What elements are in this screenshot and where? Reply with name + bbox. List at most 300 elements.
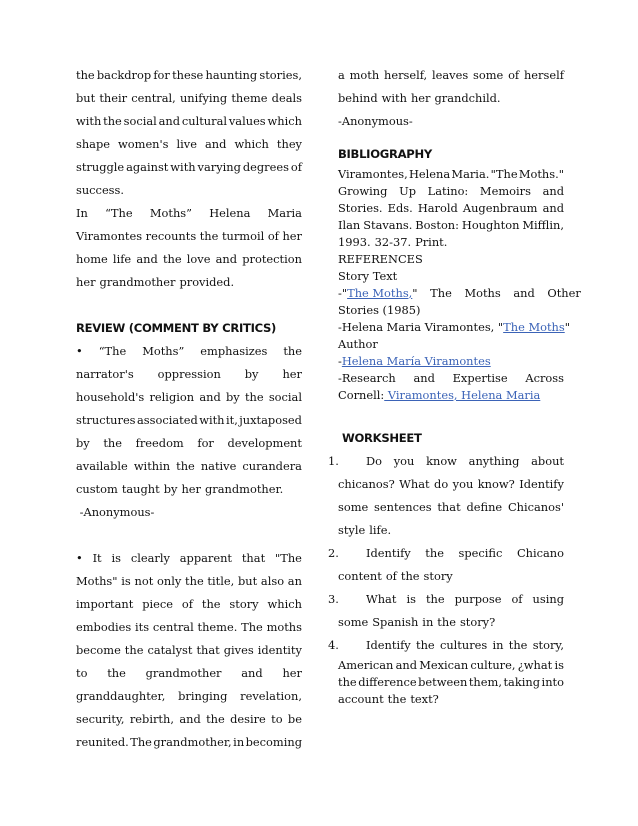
worksheet-line xyxy=(328,542,564,565)
word: which xyxy=(267,114,302,128)
word: some xyxy=(473,68,504,82)
bibliography-line xyxy=(338,217,564,234)
word: native xyxy=(200,459,237,473)
word: “The xyxy=(98,344,127,358)
word: protection xyxy=(242,252,302,266)
word: the xyxy=(338,675,357,689)
word: that xyxy=(437,500,461,514)
word: "The xyxy=(490,167,518,181)
word: success. xyxy=(76,183,124,197)
word: them, xyxy=(468,675,502,689)
word: cultural xyxy=(181,114,228,128)
word: moths xyxy=(266,620,302,634)
word: American xyxy=(338,658,394,672)
word: Ilan xyxy=(338,218,361,232)
word: and xyxy=(136,252,158,266)
word: by xyxy=(225,390,240,404)
word: Stavans. xyxy=(363,218,413,232)
worksheet-line xyxy=(338,691,564,708)
word: within xyxy=(133,459,171,473)
word: Spanish xyxy=(372,615,419,629)
review-1-attribution: -Anonymous- xyxy=(76,505,155,519)
word: the xyxy=(199,229,219,243)
word: the xyxy=(387,692,407,706)
worksheet-line xyxy=(338,565,564,588)
word: love xyxy=(186,252,211,266)
worksheet-heading: WORKSHEET xyxy=(342,431,422,445)
word: structures xyxy=(76,413,136,427)
word: central xyxy=(152,620,194,634)
continuation-line xyxy=(338,64,564,87)
worksheet-line xyxy=(338,496,564,519)
bibliography-heading: BIBLIOGRAPHY xyxy=(338,147,432,161)
word: you xyxy=(393,454,415,468)
word: Moths." xyxy=(518,167,564,181)
research-line-2: Cornell: Viramontes, Helena Maria xyxy=(338,388,541,402)
word: ¿what xyxy=(517,658,553,672)
word: text? xyxy=(410,692,439,706)
worksheet-line xyxy=(328,450,564,473)
reference-2: -Helena Maria Viramontes, " The Moths " xyxy=(338,320,570,334)
intro-line xyxy=(76,64,302,87)
review-paragraph-2 xyxy=(76,547,302,754)
word: apparent xyxy=(179,551,233,565)
word: that xyxy=(241,551,266,565)
word: taught xyxy=(121,482,160,496)
word: "The xyxy=(275,551,302,565)
word: it, xyxy=(225,413,238,427)
word: the xyxy=(244,390,264,404)
word: important xyxy=(76,597,134,611)
worksheet-line xyxy=(328,588,564,611)
word: the xyxy=(400,569,420,583)
word: and xyxy=(395,658,417,672)
word: the xyxy=(162,252,182,266)
word: rebirth, xyxy=(129,712,174,726)
word: some xyxy=(338,615,369,629)
word: Growing xyxy=(338,184,388,198)
word: the xyxy=(185,574,204,588)
word: social xyxy=(123,114,157,128)
word: they xyxy=(276,137,302,151)
word: the xyxy=(508,638,528,652)
worksheet-item xyxy=(328,588,564,634)
word: narrator's xyxy=(76,367,134,381)
continuation-attribution: -Anonymous- xyxy=(338,114,413,128)
word: and xyxy=(158,114,181,128)
review-2-line xyxy=(76,662,302,685)
worksheet-line xyxy=(338,519,564,542)
word: difference xyxy=(358,675,417,689)
word: their xyxy=(99,91,128,105)
word: not xyxy=(134,574,154,588)
word: Harold xyxy=(417,201,458,215)
review-1-line xyxy=(76,409,302,432)
word: theme. xyxy=(197,620,238,634)
word: to xyxy=(76,666,88,680)
word: security, xyxy=(76,712,125,726)
word: some xyxy=(338,500,369,514)
review-2-line xyxy=(76,616,302,639)
word: women's xyxy=(118,137,169,151)
word: and xyxy=(413,371,435,385)
word: account xyxy=(338,692,384,706)
word: What xyxy=(399,477,430,491)
word: Latino: xyxy=(427,184,469,198)
cornell-link[interactable]: Viramontes, Helena Maria xyxy=(384,388,541,402)
word: becoming xyxy=(245,735,302,749)
word: story, xyxy=(532,638,564,652)
word: embodies xyxy=(76,620,132,634)
word: unifying xyxy=(179,91,228,105)
word: 1993. xyxy=(338,235,371,249)
references-label: REFERENCES xyxy=(338,252,423,266)
the-moths-link-1[interactable]: The Moths, xyxy=(347,286,413,300)
left-column xyxy=(76,64,302,754)
word: anything xyxy=(468,454,520,468)
word: custom xyxy=(76,482,118,496)
word: the xyxy=(206,712,225,726)
word: 32-37. xyxy=(374,235,412,249)
word: cultures xyxy=(439,638,488,652)
word: about xyxy=(531,454,564,468)
word: Identify xyxy=(366,638,411,652)
word: clearly xyxy=(130,551,170,565)
word: “The xyxy=(105,206,133,220)
author-entry: - Helena María Viramontes xyxy=(338,354,491,368)
word: define xyxy=(466,500,503,514)
word: recounts xyxy=(145,229,197,243)
the-moths-link-2[interactable]: The Moths xyxy=(503,320,565,334)
word: the xyxy=(425,546,444,560)
word: In xyxy=(76,206,88,220)
word: leaves xyxy=(432,68,469,82)
word: desire xyxy=(230,712,266,726)
word: shape xyxy=(76,137,111,151)
word: and xyxy=(542,201,564,215)
word: story xyxy=(229,597,259,611)
word: for xyxy=(197,436,214,450)
word: which xyxy=(267,597,302,611)
worksheet-number: 2. xyxy=(328,546,339,560)
word: her xyxy=(181,482,201,496)
word: grandmother xyxy=(99,275,176,289)
word: the xyxy=(107,666,126,680)
word: Memoirs xyxy=(479,184,531,198)
word: emphasizes xyxy=(200,344,268,358)
intro-line xyxy=(76,133,302,156)
word: varying xyxy=(197,160,241,174)
worksheet-number: 1. xyxy=(328,454,339,468)
word: for xyxy=(153,68,170,82)
word: know xyxy=(426,454,457,468)
word: in xyxy=(492,638,504,652)
word: taking xyxy=(503,675,541,689)
word: of xyxy=(508,68,520,82)
word: oppression xyxy=(157,367,221,381)
story-text-label: Story Text xyxy=(338,269,398,283)
word: grandmother, xyxy=(153,735,232,749)
worksheet-number: 4. xyxy=(328,638,339,652)
word: haunting xyxy=(205,68,258,82)
word: Print. xyxy=(415,235,448,249)
word: Identify xyxy=(366,546,411,560)
word: turmoil xyxy=(221,229,265,243)
word: do xyxy=(434,477,449,491)
word: the xyxy=(76,68,95,82)
word: by xyxy=(76,436,90,450)
worksheet-line xyxy=(338,611,564,634)
word: the xyxy=(283,344,302,358)
intro-line xyxy=(76,87,302,110)
word: Houghton xyxy=(461,218,520,232)
review-1-line xyxy=(76,432,302,455)
word: Chicano xyxy=(516,546,564,560)
word: Stories. xyxy=(338,201,383,215)
word: you xyxy=(452,477,474,491)
word: It xyxy=(92,551,102,565)
word: Moths” xyxy=(149,206,192,220)
intro-line xyxy=(76,156,302,179)
review-continuation xyxy=(338,64,564,110)
worksheet-line xyxy=(338,657,564,674)
word: juxtaposed xyxy=(239,413,302,427)
word: of xyxy=(181,597,193,611)
word: her xyxy=(282,367,302,381)
worksheet-number: 3. xyxy=(328,592,339,606)
bibliography-line xyxy=(338,200,564,217)
word: and xyxy=(205,137,227,151)
word: grandmother. xyxy=(205,482,284,496)
review-1-line xyxy=(76,455,302,478)
word: the xyxy=(103,114,122,128)
word: her xyxy=(76,275,96,289)
word: Moths” xyxy=(142,344,185,358)
word: degrees xyxy=(242,160,289,174)
word: of xyxy=(290,160,302,174)
word: Helena xyxy=(408,167,451,181)
worksheet-list xyxy=(328,450,564,708)
intro-line xyxy=(76,202,302,225)
word: the xyxy=(124,643,144,657)
word: be xyxy=(287,712,302,726)
word: Mifflin, xyxy=(522,218,564,232)
word: style xyxy=(338,523,366,537)
word: provided. xyxy=(179,275,235,289)
review-1-line xyxy=(76,386,302,409)
word: Do xyxy=(366,454,382,468)
word: grandchild. xyxy=(434,91,501,105)
word: of xyxy=(385,569,397,583)
word: in xyxy=(233,735,245,749)
word: Eds. xyxy=(387,201,413,215)
word: -Research xyxy=(338,371,396,385)
word: an xyxy=(287,574,302,588)
word: with xyxy=(381,91,407,105)
word: herself xyxy=(523,68,564,82)
word: of xyxy=(511,592,523,606)
word: grandmother xyxy=(145,666,222,680)
word: sentences xyxy=(374,500,432,514)
word: Identify xyxy=(519,477,564,491)
word: Augenbraum xyxy=(462,201,538,215)
word: piece xyxy=(142,597,174,611)
word: Viramontes, xyxy=(338,167,408,181)
word: title, xyxy=(207,574,235,588)
word: associated xyxy=(136,413,198,427)
word: Moths" xyxy=(76,574,118,588)
word: Expertise xyxy=(452,371,508,385)
worksheet-item xyxy=(328,634,564,708)
intro-line xyxy=(76,248,302,271)
word: in xyxy=(422,615,434,629)
word: the xyxy=(437,615,456,629)
word: gives xyxy=(223,643,254,657)
word: is xyxy=(121,574,131,588)
word: against xyxy=(126,160,169,174)
word: granddaughter, xyxy=(76,689,166,703)
word: the xyxy=(201,597,221,611)
worksheet-line xyxy=(328,634,564,657)
word: curandera xyxy=(242,459,302,473)
word: culture, xyxy=(470,658,516,672)
word: is xyxy=(406,592,416,606)
review-2-line xyxy=(76,570,302,593)
word: reunited. xyxy=(76,735,129,749)
review-heading: REVIEW (COMMENT BY CRITICS) xyxy=(76,321,277,335)
word: development xyxy=(227,436,302,450)
word: and xyxy=(542,184,564,198)
intro-line xyxy=(76,179,302,202)
review-2-line xyxy=(76,685,302,708)
word: chicanos? xyxy=(338,477,395,491)
intro-paragraph xyxy=(76,64,302,294)
review-1-line xyxy=(76,478,302,501)
word: revelation, xyxy=(240,689,302,703)
review-1-line xyxy=(76,340,302,363)
word: become xyxy=(76,643,121,657)
word: by xyxy=(244,367,259,381)
bibliography-entry xyxy=(338,166,564,251)
word: is xyxy=(554,658,564,672)
word: The xyxy=(130,735,152,749)
word: of xyxy=(267,229,279,243)
word: a xyxy=(338,68,345,82)
word: know? xyxy=(477,477,515,491)
word: Helena xyxy=(209,206,251,220)
reference-1: -" The Moths, " The Moths and Other xyxy=(338,286,581,300)
word: identity xyxy=(257,643,302,657)
word: home xyxy=(76,252,108,266)
word: her xyxy=(282,229,302,243)
word: central, xyxy=(131,91,176,105)
word: with xyxy=(170,160,196,174)
word: her xyxy=(282,666,302,680)
word: life. xyxy=(369,523,392,537)
word: Across xyxy=(525,371,564,385)
author-label: Author xyxy=(338,337,378,351)
word: theme xyxy=(231,91,268,105)
word: deals xyxy=(271,91,302,105)
word: • xyxy=(76,551,83,565)
research-line xyxy=(338,370,564,387)
word: using xyxy=(532,592,564,606)
word: specific xyxy=(458,546,503,560)
word: social xyxy=(268,390,302,404)
word: and xyxy=(215,252,238,266)
word: but xyxy=(237,574,258,588)
review-2-line xyxy=(76,708,302,731)
review-2-line xyxy=(76,593,302,616)
worksheet-item xyxy=(328,542,564,588)
right-column xyxy=(328,64,581,708)
word: Maria xyxy=(267,206,302,220)
word: the xyxy=(103,436,123,450)
word: Maria. xyxy=(451,167,490,181)
word: The xyxy=(241,620,263,634)
word: between xyxy=(418,675,468,689)
word: and xyxy=(241,666,263,680)
author-link[interactable]: Helena María Viramontes xyxy=(341,354,491,368)
word: Viramontes xyxy=(76,229,143,243)
word: behind xyxy=(338,91,378,105)
word: the xyxy=(176,459,195,473)
word: with xyxy=(76,114,102,128)
word: Chicanos' xyxy=(507,500,564,514)
bibliography-line xyxy=(338,166,564,183)
word: into xyxy=(541,675,564,689)
review-2-line xyxy=(76,731,302,754)
word: stories, xyxy=(259,68,302,82)
word: life xyxy=(112,252,132,266)
word: by xyxy=(163,482,178,496)
word: values xyxy=(228,114,266,128)
intro-line xyxy=(76,225,302,248)
word: What xyxy=(366,592,397,606)
word: content xyxy=(338,569,382,583)
word: religion xyxy=(149,390,195,404)
word: with xyxy=(199,413,225,427)
word: its xyxy=(134,620,150,634)
continuation-line xyxy=(338,87,564,110)
word: Boston: xyxy=(415,218,459,232)
word: and xyxy=(179,712,201,726)
review-2-line xyxy=(76,547,302,570)
word: catalyst xyxy=(147,643,193,657)
intro-line xyxy=(76,271,302,294)
word: Mexican xyxy=(419,658,469,672)
word: to xyxy=(271,712,283,726)
word: also xyxy=(260,574,285,588)
word: which xyxy=(234,137,269,151)
word: herself, xyxy=(384,68,428,82)
word: live xyxy=(176,137,197,151)
word: • xyxy=(76,344,83,358)
word: and xyxy=(199,390,221,404)
review-1-line xyxy=(76,363,302,386)
bibliography-line xyxy=(338,183,564,200)
review-2-line xyxy=(76,639,302,662)
intro-line xyxy=(76,110,302,133)
word: story? xyxy=(459,615,496,629)
word: Up xyxy=(399,184,416,198)
word: available xyxy=(76,459,128,473)
worksheet-item xyxy=(328,450,564,542)
word: only xyxy=(157,574,182,588)
worksheet-line xyxy=(338,473,564,496)
word: backdrop xyxy=(96,68,152,82)
word: story xyxy=(423,569,453,583)
